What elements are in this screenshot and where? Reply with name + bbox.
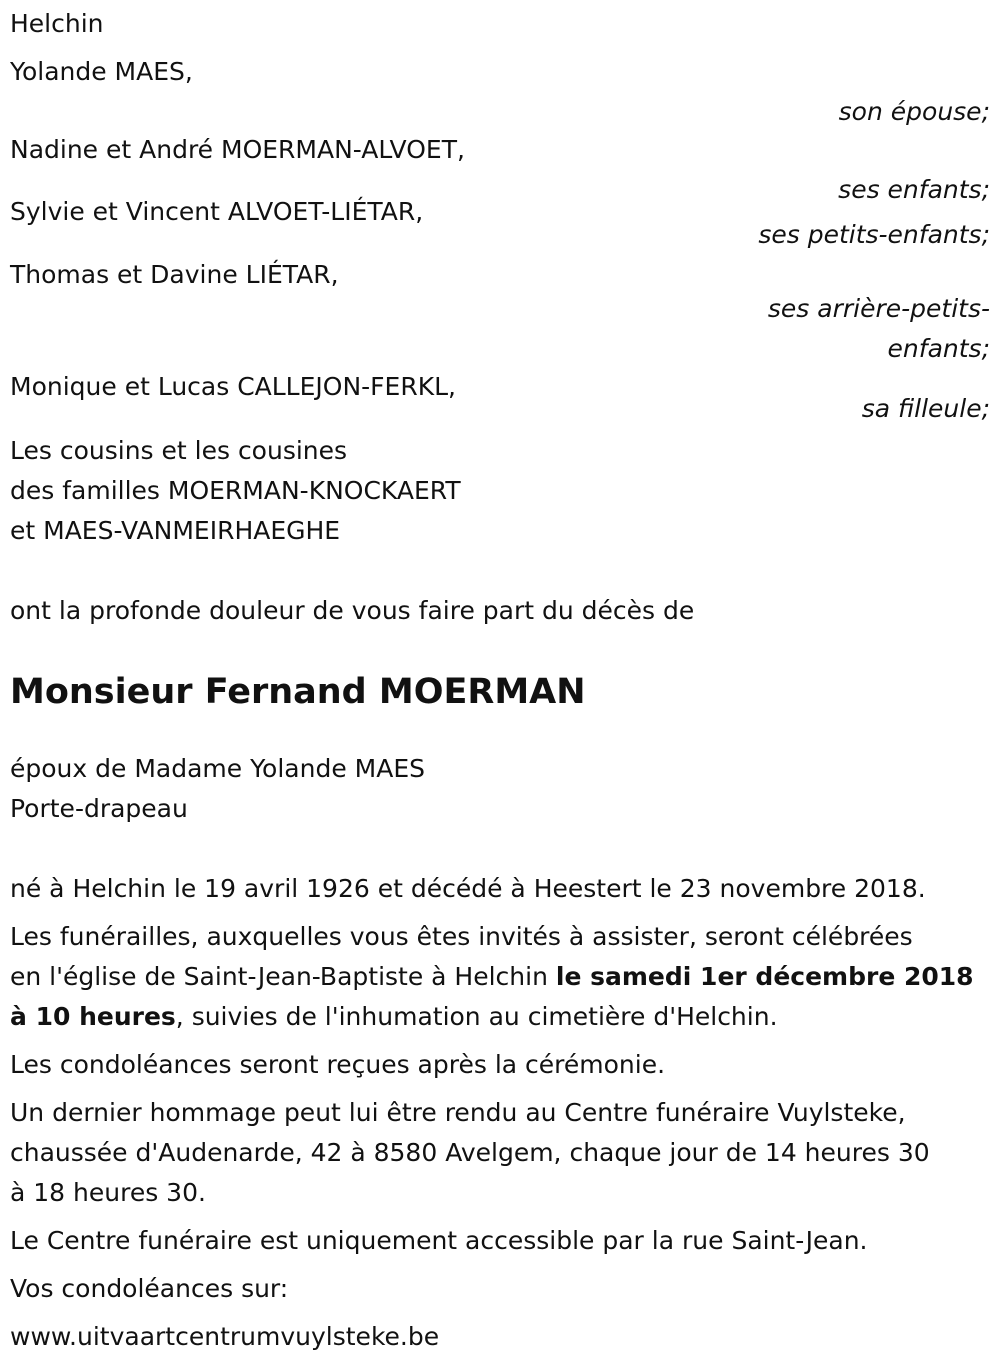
family-role: ses arrière-petits- — [767, 294, 990, 323]
family-name: Monique et Lucas CALLEJON-FERKL, — [10, 372, 456, 401]
cousins-line: Les cousins et les cousines — [10, 436, 348, 465]
funeral-time: à 10 heures — [10, 1002, 176, 1031]
family-role: ses petits-enfants; — [758, 220, 990, 249]
announcement-text: ont la profonde douleur de vous faire part du décès de — [10, 596, 695, 625]
family-role: son épouse; — [838, 97, 990, 126]
place-name: Helchin — [10, 9, 104, 38]
condolences-received: Les condoléances seront reçues après la cérémonie. — [10, 1050, 666, 1079]
family-name: Thomas et Davine LIÉTAR, — [10, 260, 339, 289]
homage-line: à 18 heures 30. — [10, 1178, 206, 1207]
condolences-online-label: Vos condoléances sur: — [10, 1274, 289, 1303]
funeral-text: en l'église de Saint-Jean-Baptiste à Helchin — [10, 962, 556, 991]
family-name: Nadine et André MOERMAN-ALVOET, — [10, 135, 465, 164]
funeral-date: le samedi 1er décembre 2018 — [555, 962, 974, 991]
family-list — [10, 52, 990, 429]
deceased-name: Monsieur Fernand MOERMAN — [10, 672, 586, 712]
cousins-block — [10, 431, 990, 551]
homage-line: chaussée d'Audenarde, 42 à 8580 Avelgem, chaque jour de 14 heures 30 — [10, 1138, 930, 1167]
spouse-line: époux de Madame Yolande MAES — [10, 754, 425, 783]
title-line: Porte-drapeau — [10, 794, 188, 823]
funeral-line: Les funérailles, auxquelles vous êtes invités à assister, seront célébrées — [10, 922, 913, 951]
cousins-line: des familles MOERMAN-KNOCKAERT — [10, 476, 461, 505]
family-name: Sylvie et Vincent ALVOET-LIÉTAR, — [10, 197, 424, 226]
family-role: ses enfants; — [838, 175, 990, 204]
family-role: enfants; — [887, 334, 990, 363]
website-link[interactable]: www.uitvaartcentrumvuylsteke.be — [10, 1322, 440, 1351]
birth-death-line: né à Helchin le 19 avril 1926 et décédé à Heestert le 23 novembre 2018. — [10, 874, 926, 903]
cousins-line: et MAES-VANMEIRHAEGHE — [10, 516, 341, 545]
funeral-text: , suivies de l'inhumation au cimetière d'Helchin. — [175, 1002, 778, 1031]
family-name: Yolande MAES, — [10, 57, 193, 86]
funeral-line — [10, 957, 990, 997]
funeral-paragraph — [10, 917, 990, 1037]
homage-paragraph — [10, 1093, 990, 1213]
funeral-line — [10, 997, 990, 1037]
obituary-document — [10, 4, 990, 1357]
homage-line: Un dernier hommage peut lui être rendu au Centre funéraire Vuylsteke, — [10, 1098, 906, 1127]
family-role: sa filleule; — [861, 394, 990, 423]
access-note: Le Centre funéraire est uniquement accessible par la rue Saint-Jean. — [10, 1226, 868, 1255]
